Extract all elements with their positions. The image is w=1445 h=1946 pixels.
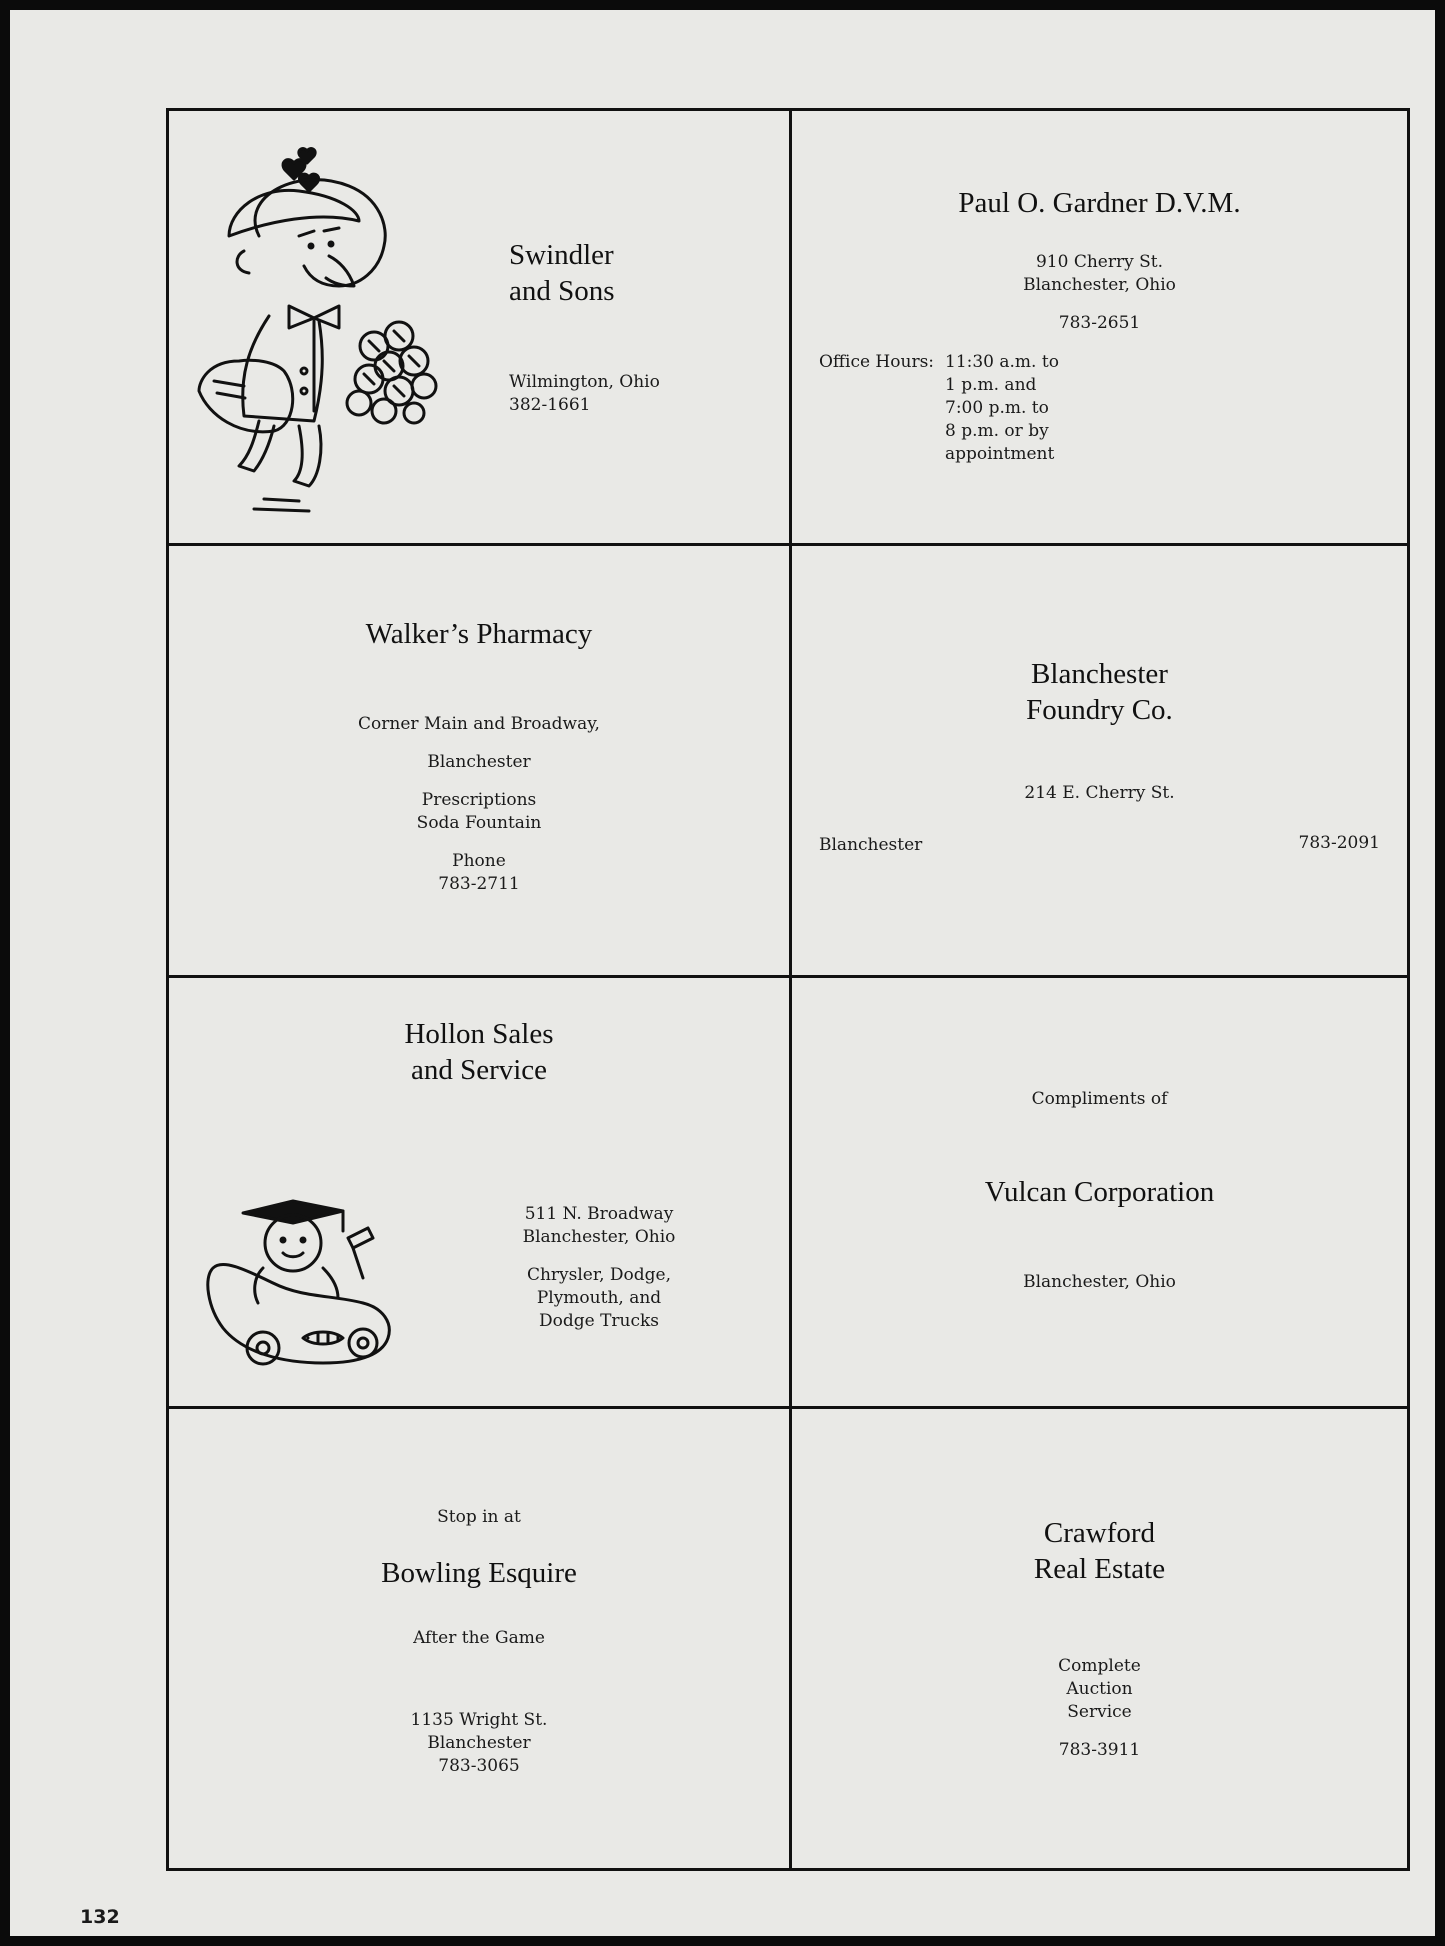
ad-bowling-esquire (169, 1409, 789, 1868)
vulcan-city: Blanchester, Ohio (1023, 1272, 1176, 1292)
gardner-hours-line: 7:00 p.m. to (945, 398, 1049, 418)
crawford-service: Auction (1066, 1679, 1133, 1699)
foundry-city: Blanchester (819, 835, 923, 855)
bowling-city: Blanchester (427, 1733, 531, 1753)
ad-hollon-sales (169, 978, 789, 1406)
foundry-name-line1: Blanchester (1031, 658, 1168, 690)
swindler-city: Wilmington, Ohio (509, 372, 660, 392)
walkers-address: Corner Main and Broadway, (358, 714, 600, 734)
crawford-phone: 783-3911 (1058, 1740, 1141, 1760)
vulcan-name: Vulcan Corporation (984, 1176, 1215, 1208)
gardner-phone: 783-2651 (1058, 313, 1141, 333)
ad-vulcan-corporation (792, 978, 1407, 1406)
gardner-hours-line: 8 p.m. or by (945, 421, 1049, 441)
hollon-name-line1: Hollon Sales (404, 1018, 554, 1050)
crawford-service: Complete (1058, 1656, 1141, 1676)
hollon-brands: Dodge Trucks (538, 1311, 660, 1331)
bowling-name: Bowling Esquire (381, 1557, 577, 1589)
bowling-street: 1135 Wright St. (410, 1710, 548, 1730)
florist-boy-illustration (199, 141, 459, 521)
ad-blanchester-foundry (792, 546, 1407, 975)
crawford-name-line2: Real Estate (1033, 1553, 1166, 1585)
gardner-street: 910 Cherry St. (1035, 252, 1163, 272)
graduate-car-illustration (203, 1198, 393, 1388)
bowling-intro: Stop in at (437, 1507, 521, 1527)
walkers-service: Soda Fountain (416, 813, 542, 833)
gardner-hours-line: 11:30 a.m. to (945, 352, 1059, 372)
gardner-hours-label: Office Hours: (819, 352, 935, 372)
hollon-city: Blanchester, Ohio (522, 1227, 676, 1247)
crawford-name-line1: Crawford (1043, 1517, 1156, 1549)
yearbook-page (10, 10, 1435, 1936)
walkers-city: Blanchester (427, 752, 531, 772)
ad-gardner-dvm (792, 111, 1407, 543)
hollon-brands: Chrysler, Dodge, (526, 1265, 672, 1285)
gardner-name: Paul O. Gardner D.V.M. (958, 187, 1241, 219)
walkers-phone-label: Phone (452, 851, 506, 871)
gardner-city: Blanchester, Ohio (1023, 275, 1176, 295)
gardner-hours-line: appointment (945, 444, 1055, 464)
ad-grid (166, 108, 1410, 1871)
ad-walkers-pharmacy (169, 546, 789, 975)
swindler-phone: 382-1661 (509, 395, 591, 415)
vulcan-intro: Compliments of (1031, 1089, 1168, 1109)
walkers-name: Walker’s Pharmacy (365, 618, 593, 650)
foundry-phone: 783-2091 (1298, 833, 1380, 853)
bowling-tagline: After the Game (413, 1628, 545, 1648)
page-number: 132 (80, 1906, 120, 1928)
bowling-phone: 783-3065 (438, 1756, 520, 1776)
swindler-name-line1: Swindler (509, 239, 614, 271)
foundry-street: 214 E. Cherry St. (1024, 783, 1175, 803)
crawford-service: Service (1067, 1702, 1132, 1722)
walkers-phone: 783-2711 (438, 874, 520, 894)
hollon-name-line2: and Service (410, 1054, 548, 1086)
swindler-name-line2: and Sons (509, 275, 615, 307)
ad-crawford-real-estate (792, 1409, 1407, 1868)
hollon-brands: Plymouth, and (536, 1288, 662, 1308)
hollon-street: 511 N. Broadway (524, 1204, 674, 1224)
walkers-service: Prescriptions (421, 790, 537, 810)
foundry-name-line2: Foundry Co. (1026, 694, 1173, 726)
ad-swindler-and-sons (169, 111, 789, 543)
gardner-hours-line: 1 p.m. and (945, 375, 1037, 395)
